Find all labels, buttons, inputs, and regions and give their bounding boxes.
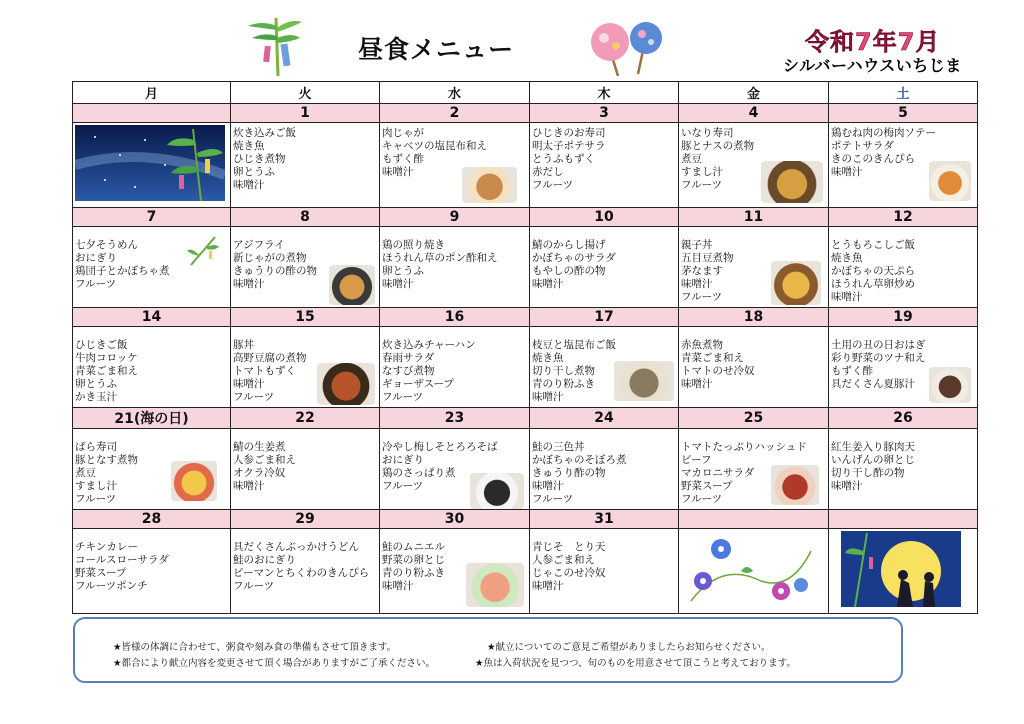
menu-cell: [829, 327, 978, 408]
menu-item: かぼちゃのそぼろ煮: [532, 454, 627, 466]
menu-item: チキンカレー: [75, 541, 138, 553]
menu-row: [73, 227, 978, 308]
menu-item: アジフライ: [233, 239, 285, 251]
menu-item: 豚とナスの煮物: [681, 140, 755, 152]
menu-item: 煮豆: [75, 467, 96, 479]
date-cell: 2: [380, 104, 530, 123]
menu-item: 野菜スープ: [75, 567, 127, 579]
menu-item: フルーツ: [382, 480, 424, 492]
menu-item: 味噌汁: [532, 480, 564, 492]
weekday-tue: 火: [231, 82, 380, 104]
menu-item: 春雨サラダ: [382, 352, 435, 364]
menu-item: 卵とうふ: [75, 378, 117, 390]
year-month-label: 令和7年7月: [805, 28, 941, 56]
menu-item: ひじきのお寿司: [532, 127, 606, 139]
menu-item: キャベツの塩昆布和え: [382, 140, 487, 152]
meuniere-photo-icon: [466, 563, 524, 607]
menu-item: 豚丼: [233, 339, 254, 351]
menu-cell: [679, 429, 829, 510]
menu-item: 具だくさんぶっかけうどん: [233, 541, 359, 553]
menu-item: 冷やし梅しそとろろそば: [382, 441, 498, 453]
menu-item: 土用の丑の日おはぎ: [831, 339, 926, 351]
menu-item: 切り干し酢の物: [831, 467, 905, 479]
menu-cell: [380, 123, 530, 208]
menu-item: ビーフ: [681, 454, 712, 466]
menu-item: 青菜ごま和え: [681, 352, 744, 364]
menu-item: 新じゃがの煮物: [233, 252, 307, 264]
menu-item: 味噌汁: [681, 378, 713, 390]
menu-item: とうもろこしご飯: [831, 239, 915, 251]
morning-glory-icon: [681, 531, 825, 607]
menu-item: 牛肉コロッケ: [75, 352, 138, 364]
menu-item: 明太子ポテサラ: [532, 140, 606, 152]
date-cell: [679, 510, 829, 529]
menu-item: かき玉汁: [75, 391, 117, 403]
menu-row: [73, 529, 978, 614]
menu-item: おにぎり: [75, 252, 117, 264]
menu-item: かぼちゃのサラダ: [532, 252, 616, 264]
menu-cell: [530, 529, 679, 614]
date-cell: [829, 510, 978, 529]
menu-item: フルーツ: [75, 493, 117, 505]
menu-cell: [380, 529, 530, 614]
menu-cell: [679, 227, 829, 308]
menu-cell: [73, 529, 231, 614]
menu-item: もずく酢: [382, 153, 424, 165]
date-cell: 29: [231, 510, 380, 529]
menu-item: おにぎり: [382, 454, 424, 466]
menu-row: [73, 123, 978, 208]
tanabata-moon-icon: [831, 531, 975, 607]
bamboo-small-icon: [185, 233, 221, 267]
menu-cell: [380, 429, 530, 510]
menu-item: 炊き込みご飯: [233, 127, 296, 139]
weekday-thu: 木: [530, 82, 679, 104]
date-row: [73, 408, 978, 429]
menu-item: 紅生姜入り豚肉天: [831, 441, 915, 453]
menu-cell: [73, 429, 231, 510]
menu-item: じゃこのせ冷奴: [532, 567, 606, 579]
menu-cell: [73, 123, 231, 208]
menu-item: 切り干し煮物: [532, 365, 595, 377]
date-cell: 5: [829, 104, 978, 123]
menu-item: 五目豆煮物: [681, 252, 734, 264]
date-cell: 24: [530, 408, 679, 429]
date-cell: 23: [380, 408, 530, 429]
date-cell: 18: [679, 308, 829, 327]
menu-item: いんげんの卵とじ: [831, 454, 915, 466]
menu-item: 枝豆と塩昆布ご飯: [532, 339, 616, 351]
barazushi-photo-icon: [171, 461, 217, 501]
page-title: 昼食メニュー: [358, 35, 515, 64]
note-4: ★魚は入荷状況を見つつ、旬のものを用意させて頂こうと考えております。: [475, 658, 796, 669]
date-cell: 11: [679, 208, 829, 227]
menu-item: 鯖の生姜煮: [233, 441, 286, 453]
menu-cell: [530, 327, 679, 408]
menu-item: フルーツ: [681, 493, 723, 505]
menu-item: 高野豆腐の煮物: [233, 352, 307, 364]
menu-item: 赤魚煮物: [681, 339, 723, 351]
calendar-body: [73, 104, 978, 614]
bamboo-decoration-icon: [244, 16, 304, 78]
date-cell: 25: [679, 408, 829, 429]
menu-item: 味噌汁: [681, 278, 713, 290]
date-cell: 12: [829, 208, 978, 227]
menu-item: かぼちゃの天ぷら: [831, 265, 915, 277]
date-cell: [73, 104, 231, 123]
menu-item: 親子丼: [681, 239, 713, 251]
menu-item: フルーツ: [233, 580, 275, 592]
menu-item: 肉じゃが: [382, 127, 424, 139]
menu-cell: [231, 227, 380, 308]
weekday-header-row: [73, 82, 978, 104]
menu-item: 茅なます: [681, 265, 723, 277]
menu-item: コールスローサラダ: [75, 554, 169, 566]
menu-item: もやしの酢の物: [532, 265, 606, 277]
menu-item: とうふもずく: [532, 153, 595, 165]
date-row: [73, 104, 978, 123]
menu-item: 青じそ とり天: [532, 541, 606, 553]
menu-item: 青菜ごま和え: [75, 365, 138, 377]
menu-item: 味噌汁: [831, 291, 863, 303]
menu-item: オクラ冷奴: [233, 467, 286, 479]
menu-item: フルーツ: [681, 291, 723, 303]
weekday-wed: 水: [380, 82, 530, 104]
date-cell: 15: [231, 308, 380, 327]
menu-item: 鶏団子とかぼちゃ煮: [75, 265, 170, 277]
hashed-beef-photo-icon: [771, 465, 819, 505]
menu-item: すまし汁: [681, 166, 723, 178]
date-cell: 7: [73, 208, 231, 227]
menu-cell: [679, 123, 829, 208]
menu-item: 煮豆: [681, 153, 702, 165]
menu-item: 卵とうふ: [382, 265, 424, 277]
menu-item: トマトたっぷりハッシュド: [681, 441, 807, 453]
menu-item: 鮭の三色丼: [532, 441, 585, 453]
menu-item: 味噌汁: [532, 278, 564, 290]
menu-item: 鶏むね肉の梅肉ソテー: [831, 127, 936, 139]
menu-cell: [530, 429, 679, 510]
weekday-fri: 金: [679, 82, 829, 104]
menu-item: フルーツ: [532, 179, 574, 191]
weekday-mon: 月: [73, 82, 231, 104]
menu-item: 味噌汁: [382, 278, 414, 290]
menu-item: 味噌汁: [382, 580, 414, 592]
menu-cell: [231, 529, 380, 614]
menu-item: 青のり粉ふき: [382, 567, 445, 579]
menu-item: 人参ごま和え: [532, 554, 595, 566]
menu-item: 焼き魚: [233, 140, 265, 152]
grilled-fish-photo-icon: [614, 361, 674, 401]
date-cell: 26: [829, 408, 978, 429]
menu-item: トマトのせ冷奴: [681, 365, 755, 377]
menu-cell: [231, 123, 380, 208]
menu-item: 豚となす煮物: [75, 454, 138, 466]
date-cell: 30: [380, 510, 530, 529]
date-cell: 22: [231, 408, 380, 429]
menu-item: 七夕そうめん: [75, 239, 138, 251]
menu-item: 炊き込みチャーハン: [382, 339, 476, 351]
menu-item: 鮭のおにぎり: [233, 554, 296, 566]
date-cell: 8: [231, 208, 380, 227]
menu-item: もずく酢: [831, 365, 873, 377]
uchiwa-fans-icon: [588, 20, 670, 78]
inari-sushi-photo-icon: [761, 161, 823, 203]
page-header: [0, 0, 1024, 80]
date-cell: 10: [530, 208, 679, 227]
menu-item: フルーツ: [233, 391, 275, 403]
menu-item: トマトもずく: [233, 365, 296, 377]
menu-item: きゅうりの酢の物: [233, 265, 317, 277]
menu-item: ギョーザスープ: [382, 378, 455, 390]
menu-item: ポテトサラダ: [831, 140, 894, 152]
menu-cell: [73, 327, 231, 408]
nikujaga-photo-icon: [462, 167, 517, 203]
menu-item: 人参ごま和え: [233, 454, 296, 466]
menu-item: 味噌汁: [233, 278, 265, 290]
menu-item: なすび煮物: [382, 365, 435, 377]
menu-item: 鯖のからし揚げ: [532, 239, 606, 251]
menu-item: 味噌汁: [831, 166, 863, 178]
menu-item: 野菜の卵とじ: [382, 554, 445, 566]
date-cell: 21(海の日): [73, 408, 231, 429]
date-cell: 19: [829, 308, 978, 327]
menu-item: ひじきご飯: [75, 339, 128, 351]
menu-item: 味噌汁: [382, 166, 414, 178]
menu-item: ほうれん草のポン酢和え: [382, 252, 498, 264]
menu-calendar: [72, 81, 978, 614]
menu-cell: [530, 227, 679, 308]
tanabata-night-sky-icon: [75, 125, 225, 201]
menu-item: 鶏のさっぱり煮: [382, 467, 456, 479]
menu-item: 具だくさん夏豚汁: [831, 378, 915, 390]
date-row: [73, 510, 978, 529]
menu-item: 味噌汁: [532, 580, 564, 592]
menu-item: マカロニサラダ: [681, 467, 755, 479]
menu-cell: [829, 227, 978, 308]
menu-item: 味噌汁: [233, 480, 265, 492]
weekday-sat: 土: [829, 82, 978, 104]
menu-item: 味噌汁: [233, 179, 265, 191]
menu-row: [73, 327, 978, 408]
ohagi-photo-icon: [929, 367, 971, 403]
date-cell: 14: [73, 308, 231, 327]
menu-item: フルーツ: [532, 493, 574, 505]
menu-cell: [380, 227, 530, 308]
date-cell: 9: [380, 208, 530, 227]
butadon-photo-icon: [317, 363, 375, 405]
onigiri-photo-icon: [470, 473, 524, 509]
menu-cell: [380, 327, 530, 408]
menu-row: [73, 429, 978, 510]
menu-item: きのこのきんぴら: [831, 153, 915, 165]
date-cell: 1: [231, 104, 380, 123]
note-2: ★献立についてのご意見ご希望がありましたらお知らせください。: [487, 642, 771, 653]
note-3: ★都合により献立内容を変更させて頂く場合がありますがご了承ください。: [113, 658, 436, 669]
menu-item: フルーツ: [382, 391, 424, 403]
menu-cell: [679, 529, 829, 614]
menu-cell: [829, 429, 978, 510]
menu-item: フルーツポンチ: [75, 580, 148, 592]
menu-cell: [530, 123, 679, 208]
menu-item: 味噌汁: [831, 480, 863, 492]
menu-cell: [679, 327, 829, 408]
date-cell: 31: [530, 510, 679, 529]
menu-item: 青のり粉ふき: [532, 378, 595, 390]
menu-item: フルーツ: [681, 179, 723, 191]
facility-name: シルバーハウスいちじま: [783, 56, 962, 75]
date-cell: 4: [679, 104, 829, 123]
menu-cell: [73, 227, 231, 308]
menu-cell: [231, 327, 380, 408]
menu-item: 味噌汁: [532, 391, 564, 403]
menu-item: きゅうり酢の物: [532, 467, 606, 479]
notes-box: [73, 617, 903, 683]
date-cell: 17: [530, 308, 679, 327]
aji-fry-photo-icon: [329, 265, 375, 305]
menu-item: すまし汁: [75, 480, 117, 492]
menu-cell: [231, 429, 380, 510]
menu-cell: [829, 529, 978, 614]
oyakodon-photo-icon: [771, 261, 821, 305]
menu-item: 鮭のムニエル: [382, 541, 445, 553]
menu-item: ひじき煮物: [233, 153, 286, 165]
menu-item: 卵とうふ: [233, 166, 275, 178]
date-row: [73, 208, 978, 227]
menu-item: ピーマンとちくわのきんぴら: [233, 567, 370, 579]
date-cell: 16: [380, 308, 530, 327]
menu-item: ばら寿司: [75, 441, 117, 453]
menu-item: ほうれん草卵炒め: [831, 278, 915, 290]
menu-item: 野菜スープ: [681, 480, 733, 492]
menu-item: 鶏の照り焼き: [382, 239, 445, 251]
menu-item: 焼き魚: [532, 352, 564, 364]
menu-item: いなり寿司: [681, 127, 734, 139]
date-cell: 3: [530, 104, 679, 123]
menu-item: 彩り野菜のツナ和え: [831, 352, 926, 364]
menu-item: フルーツ: [75, 278, 117, 290]
date-cell: 28: [73, 510, 231, 529]
menu-item: 赤だし: [532, 166, 564, 178]
menu-item: 味噌汁: [233, 378, 265, 390]
date-row: [73, 308, 978, 327]
menu-item: 焼き魚: [831, 252, 863, 264]
menu-cell: [829, 123, 978, 208]
chicken-saute-photo-icon: [929, 161, 971, 201]
note-1: ★皆様の体調に合わせて、粥食や刻み食の準備もさせて頂きます。: [113, 642, 397, 653]
